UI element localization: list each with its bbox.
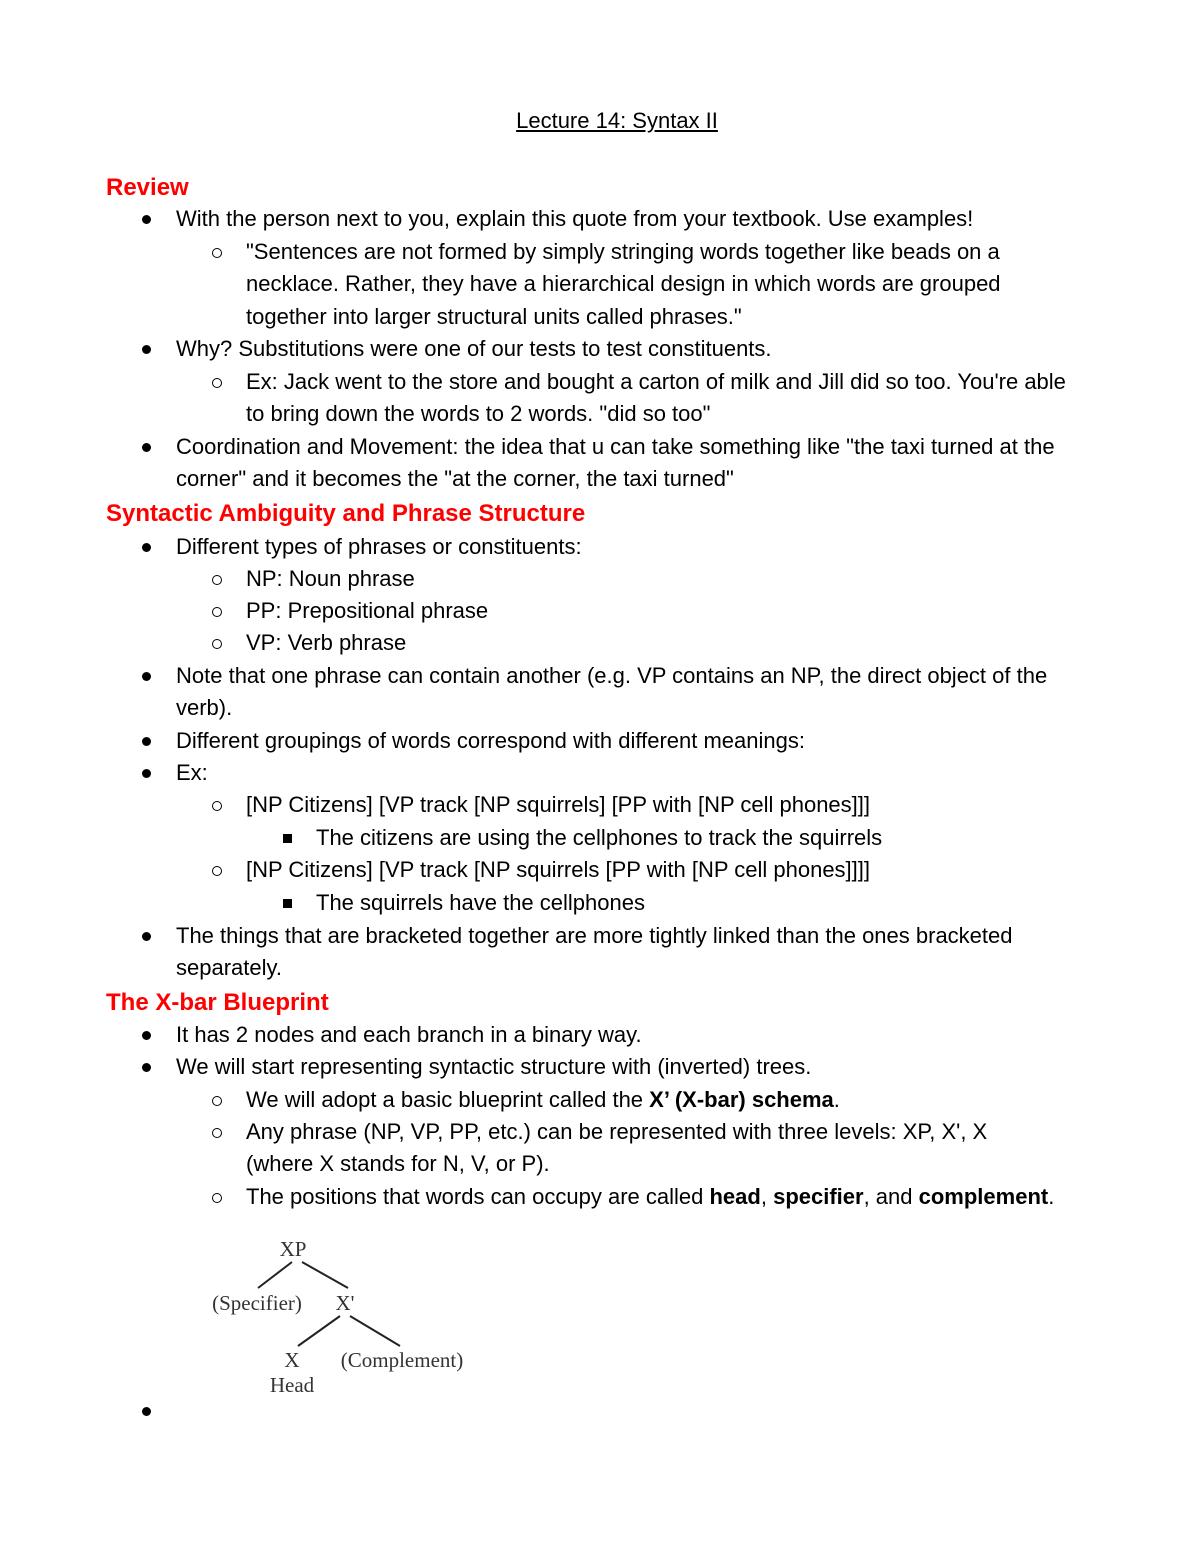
- xbar-tree-diagram: [200, 1230, 490, 1400]
- list-item: Coordination and Movement: the idea that u can take something like "the taxi turned at the: [176, 431, 1055, 463]
- node-xp: XP: [279, 1237, 307, 1261]
- term-head: head: [709, 1184, 761, 1209]
- list-item: It has 2 nodes and each branch in a binary way.: [176, 1019, 642, 1051]
- list-item: Ex:: [176, 757, 208, 789]
- list-item-continued: separately.: [176, 955, 282, 980]
- list-item: [NP Citizens] [VP track [NP squirrels] [PP with [NP cell phones]]]: [246, 789, 870, 821]
- node-head-label: Head: [269, 1373, 315, 1397]
- text-run: The positions that words can occupy are called: [246, 1184, 710, 1209]
- branch-xbar-x: [298, 1316, 340, 1346]
- term-xbar-schema: X’ (X-bar) schema: [649, 1087, 834, 1112]
- text-run: ,: [760, 1184, 774, 1209]
- term-specifier: specifier: [773, 1184, 864, 1209]
- list-item-continued: corner" and it becomes the "at the corner, the taxi turned": [176, 466, 734, 491]
- list-item-continued: necklace. Rather, they have a hierarchical design in which words are grouped: [246, 271, 1001, 296]
- list-item: "Sentences are not formed by simply stringing words together like beads on a: [246, 236, 1000, 268]
- list-item: Ex: Jack went to the store and bought a carton of milk and Jill did so too. You're able: [246, 366, 1066, 398]
- node-x: X: [284, 1348, 300, 1372]
- list-item: Different types of phrases or constituents:: [176, 531, 582, 563]
- branch-xbar-complement: [350, 1316, 400, 1346]
- page-title: Lecture 14: Syntax II: [516, 108, 718, 133]
- text-run: .: [1048, 1184, 1055, 1209]
- list-item: Different groupings of words correspond with different meanings:: [176, 725, 805, 757]
- list-item: With the person next to you, explain this quote from your textbook. Use examples!: [176, 203, 973, 235]
- text-run: We will adopt a basic blueprint called the: [246, 1087, 650, 1112]
- list-item: NP: Noun phrase: [246, 563, 415, 595]
- list-item: Note that one phrase can contain another (e.g. VP contains an NP, the direct object of the: [176, 660, 1047, 692]
- list-item-continued: together into larger structural units called phrases.": [246, 304, 742, 329]
- list-item-continued: verb).: [176, 695, 233, 720]
- term-complement: complement: [918, 1184, 1049, 1209]
- heading-xbar: The X-bar Blueprint: [106, 989, 329, 1016]
- node-xbar: X': [335, 1291, 355, 1315]
- list-item-continued: to bring down the words to 2 words. "did so too": [246, 401, 711, 426]
- list-item: We will start representing syntactic structure with (inverted) trees.: [176, 1051, 811, 1083]
- list-item: Why? Substitutions were one of our tests to test constituents.: [176, 333, 772, 365]
- list-item: VP: Verb phrase: [246, 627, 406, 659]
- list-item: PP: Prepositional phrase: [246, 595, 488, 627]
- list-item: [246, 1084, 840, 1116]
- heading-review: Review: [106, 174, 189, 201]
- list-item: Any phrase (NP, VP, PP, etc.) can be represented with three levels: XP, X', X: [246, 1116, 987, 1148]
- text-run: , and: [863, 1184, 919, 1209]
- list-item-continued: (where X stands for N, V, or P).: [246, 1151, 550, 1176]
- list-item: The citizens are using the cellphones to track the squirrels: [316, 822, 882, 854]
- list-item: The things that are bracketed together are more tightly linked than the ones bracketed: [176, 920, 1013, 952]
- branch-xp-specifier: [258, 1262, 292, 1288]
- text-run: .: [833, 1087, 840, 1112]
- node-complement: (Complement): [340, 1348, 464, 1372]
- branch-xp-xbar: [302, 1262, 348, 1288]
- empty-list-bullet: [142, 1407, 151, 1416]
- node-specifier: (Specifier): [212, 1291, 302, 1315]
- list-item: [NP Citizens] [VP track [NP squirrels [PP with [NP cell phones]]]]: [246, 854, 870, 886]
- list-item: [246, 1181, 1054, 1213]
- heading-ambiguity: Syntactic Ambiguity and Phrase Structure: [106, 500, 586, 527]
- list-item: The squirrels have the cellphones: [316, 887, 645, 919]
